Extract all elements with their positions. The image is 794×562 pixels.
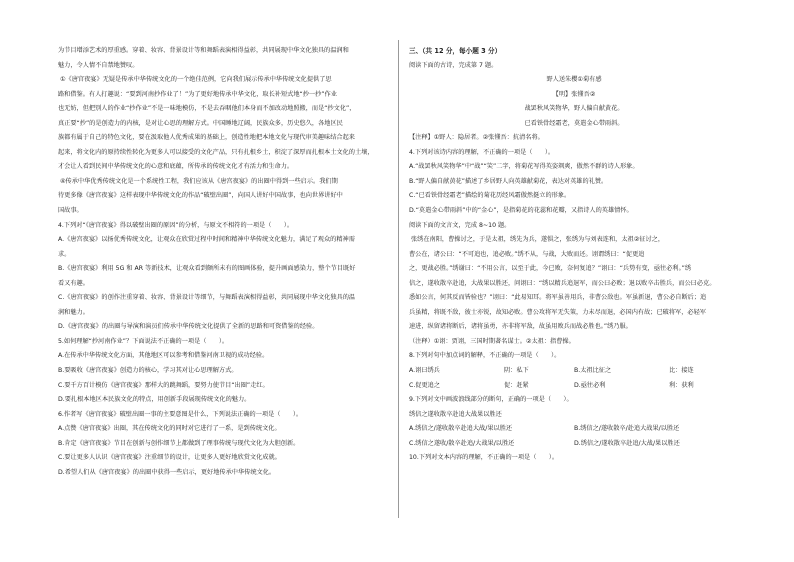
option-b: B.肯定《唐宫夜宴》节目在创新与创作细节上都做到了理事传统与现代文化为大胆创新。 — [58, 439, 300, 447]
option-b: B.太祖比征之 — [574, 367, 612, 375]
text-line: ①《唐宫夜宴》无疑是传承中华传统文化的一个绝佳范例，它向我们展示传承中华传统文化提供了思 — [60, 76, 332, 84]
text-line: 才会让人看到民间中华传统文化的心意和底蕴，所传承的传统文化才有活力和生命力。 — [58, 163, 294, 171]
option-a: A.“战罢秋风笑物华”中“战”“笑”二字，将菊花写得英姿飒爽，傲然不群的诗人形象。 — [409, 163, 639, 171]
question-8-options-row — [409, 364, 739, 379]
option-d: D.希望人们从《唐宫夜宴》的出圈中获得一些启示，更好地传承中华传统文化。 — [58, 468, 276, 476]
reading-intro: 阅读下面的古诗，完成第 7 题。 — [409, 61, 498, 69]
poem-line: 战罢秋风笑物华，野人偏自献黄花。 — [524, 105, 624, 113]
poem-line: 已看铁骨经霜老，莫遣金心带雨斜。 — [524, 119, 624, 127]
option-c-gloss: 促：赶紧 — [504, 381, 529, 389]
option-a: A.诩曰绣兵 — [409, 367, 440, 375]
classical-text-line: 曹公在，诸公曰：“不可追也，追必败。”绣不从，与战，大败而还。诩谓绣曰：“促更追 — [409, 250, 645, 258]
question-8-options-row — [409, 379, 739, 394]
option-c: C.促更追之 — [409, 381, 441, 389]
question-9-options-row — [409, 437, 739, 452]
option-c: C.要千方百计模仿《唐宫夜宴》那样大的跳舞蹈，要努力使节目“出圈”走红。 — [58, 381, 269, 389]
option-d: D.亟往必利 — [574, 381, 606, 389]
poem-author: 【明】张懂吾② — [552, 90, 596, 98]
option-b: B.要吸收《唐宫夜宴》创造力的核心，学习其对让心思理解方式。 — [58, 367, 238, 375]
classical-text-line: 信之，遂收散卒赴追，大战果以胜还，问诩曰：“绣以精兵追退军，而公曰必败；退以败卒击胜兵，而公曰必克。 — [409, 279, 716, 287]
option-d: D.要扎根本地区本民族文化的特点，用创新手段展现传统文化的魅力。 — [58, 396, 251, 404]
text-notes: （注释）①诩：贾诩，三国时期著名谋士。②太祖：指曹操。 — [409, 337, 575, 345]
question-7: 4.下列对该诗内容的理解，不正确的一项是（ ）。 — [409, 148, 555, 156]
option-a-gloss: 阴：私下 — [504, 367, 529, 375]
option-a: A.绣信之/遂收散卒赴追大战/果以胜还 — [409, 425, 513, 433]
option-d: D.“莫遣金心带雨斜”中的“金心”，是指菊花的花蕊和花瓣，又指诗人的英雄情怀。 — [409, 207, 633, 215]
option-c: C.《唐宫夜宴》的创作注重穿着、妆容、背景设计等细节，与舞蹈表演相得益彰，共同展现中华文化独具的温 — [58, 294, 356, 302]
option-a: A.点赞《唐宫夜宴》出圈，其在传统文化的同时对它进行了一系，是到传统文化。 — [58, 425, 281, 433]
poem-note: 【注释】①野人：隐居者。②张懂吾：抗清名将。 — [409, 134, 544, 142]
text-line: ④传承中华优秀传统文化是一个系统性工程，我们应该从《唐宫夜宴》的出圈中得到一些启示。我们期 — [60, 177, 338, 185]
classical-text-line: 张绣在南阳，曹操讨之，于是太祖，绣先为兵，遂惧之，张绣为与刘表连和，太祖②征讨之， — [411, 236, 665, 244]
option-continuation: 润和魅力。 — [58, 308, 89, 316]
question-5: 5.如何理解“抄河南作业”？下面说法不正确的一项是（ ）。 — [58, 337, 229, 345]
text-line: 真正要“抄”的是创造力的内核，是对让心思的理解方式。中国睡地辽阔，民族众多，历史悠久，各地区民 — [58, 119, 343, 127]
column-divider — [398, 40, 399, 518]
text-line: 国故事。 — [58, 207, 83, 215]
question-9-options-row — [409, 422, 739, 437]
right-column — [409, 44, 739, 466]
option-d: D.《唐宫夜宴》的出圈与导演和演员们传承中华传统文化提供了全新的思路和可资借鉴的经验。 — [58, 323, 319, 331]
classical-text-line: 之，更战必胜。”绣谢曰：“不用公言，以至于此，今已败，奈何复追？”诩曰：“兵势有变，亟往必利。”绣 — [409, 265, 692, 273]
classical-text-line: 速进，纵留诸将断后，诸将虽勇，亦非将军敌，故虽用败兵而战必胜也。”绣乃服。 — [409, 323, 632, 331]
question-6: 6.作者写《唐宫夜宴》破壁出圈一事的主要意图是什么，下列说法正确的一项是（ ）。 — [58, 410, 303, 418]
text-line: 路和借鉴。有人打趣说：“要到河南抄作业了！”为了更好地传承中华文化，取长补短式地“抄一抄”作业 — [58, 90, 337, 98]
text-line: 也无妨，但把别人的作业“抄作业”不是一味地模仿，不是去吞咽他们本身而不加改动地照搬，而是“抄文化”， — [58, 105, 356, 113]
text-line: 起来，将文化内的原持续性转化为更多人可以接受的文化产品，只有扎根乡土，积淀了深厚而扎根本土文化的土壤， — [58, 148, 374, 156]
question-9-sentence: 绣信之遂收散卒赴追大战果以胜还 — [409, 410, 502, 418]
option-d-gloss: 利：获利 — [669, 381, 694, 389]
option-c: C.要让更多人认识《唐宫夜宴》注重细节的设计，让更多人更好地欣赏文化成就。 — [58, 454, 281, 462]
option-a: A.《唐宫夜宴》以扬优秀传统文化，让观众在欣赏过程中时间和精神中华传统文化魅力，满足了观众的精神需 — [58, 236, 355, 244]
question-4: 4.下列对“《唐宫夜宴》得以破壁出圈的原因”的分析，与原文不相符的一项是（ ）。 — [58, 221, 294, 229]
left-column — [58, 44, 388, 480]
poem-title: 野人送朱樱①菊有感 — [546, 76, 602, 84]
option-continuation: 求。 — [58, 250, 71, 258]
text-line: 为节目增添艺术的厚重感。穿着、妆容、背景设计等和舞蹈表演相得益彰，共同展现中华文化独具的温润和 — [58, 47, 349, 54]
option-d: D.绣信之/遂收散卒赴追/大战/果以胜还 — [574, 439, 680, 447]
option-c: C.“已看铁骨经霜老”描绘的菊花历经风霜傲然挺立的形象。 — [409, 192, 571, 200]
option-a: A.在传承中华传统文化方面，其他地区可以参考和借鉴河南卫视的成功经验。 — [58, 352, 269, 360]
classical-text-line: 悉如公言，何其反而皆验也？”诩曰：“此易知耳。将军虽善用兵，非曹公敌也。军虽新退，曹公必自断后；追 — [409, 294, 707, 302]
option-b: B.《唐宫夜宴》利用 5G 和 AR 等新技术，让观众看到颇所未有的图画体验，提升画面感染力，整个节目既好 — [58, 265, 356, 273]
option-continuation: 看又有趣。 — [58, 279, 89, 287]
option-c: C.绣信之遂收/散卒赴追/大战果/以胜还 — [409, 439, 515, 447]
section-title: 三、（共 12 分，每小题 3 分） — [409, 47, 502, 55]
option-b: B.绣信之/遂收散卒/赴追大战果/以胜还 — [574, 425, 680, 433]
text-line: 待更多像《唐宫夜宴》这样表现中华传统文化的作品“破壁出圈”，向国人讲好中国故事，也向世界讲好中 — [58, 192, 343, 200]
classical-text-line: 兵虽精，将既不敌，彼士亦锐，故知必败。曹公攻将军无失策，力未尽而退，必国内有故；已破将军，必轻军 — [409, 308, 706, 316]
question-10: 10.下列对文本内容的理解，不正确的一项是（ ）。 — [409, 454, 559, 462]
text-line: 族都有属于自己的特色文化，要在汲取他人优秀成果的基础上，创造性地把本地文化与现代审美趣味结合起来 — [58, 134, 355, 142]
option-b-gloss: 比：接连 — [669, 367, 694, 375]
reading-intro: 阅读下面的文言文，完成 8~10 题。 — [409, 221, 511, 229]
text-line: 魅力，令人情不自禁地赞叹。 — [58, 61, 139, 69]
option-b: B.“野人偏自献黄花”描述了乡居野人向英雄献菊花，表达对英雄的礼赞。 — [409, 177, 608, 185]
question-8: 8.下列对句中加点词的解释，不正确的一项是（ ）。 — [409, 352, 561, 360]
question-9: 9.下列对文中画波浪线部分的断句，正确的一项是（ ）。 — [409, 396, 573, 404]
